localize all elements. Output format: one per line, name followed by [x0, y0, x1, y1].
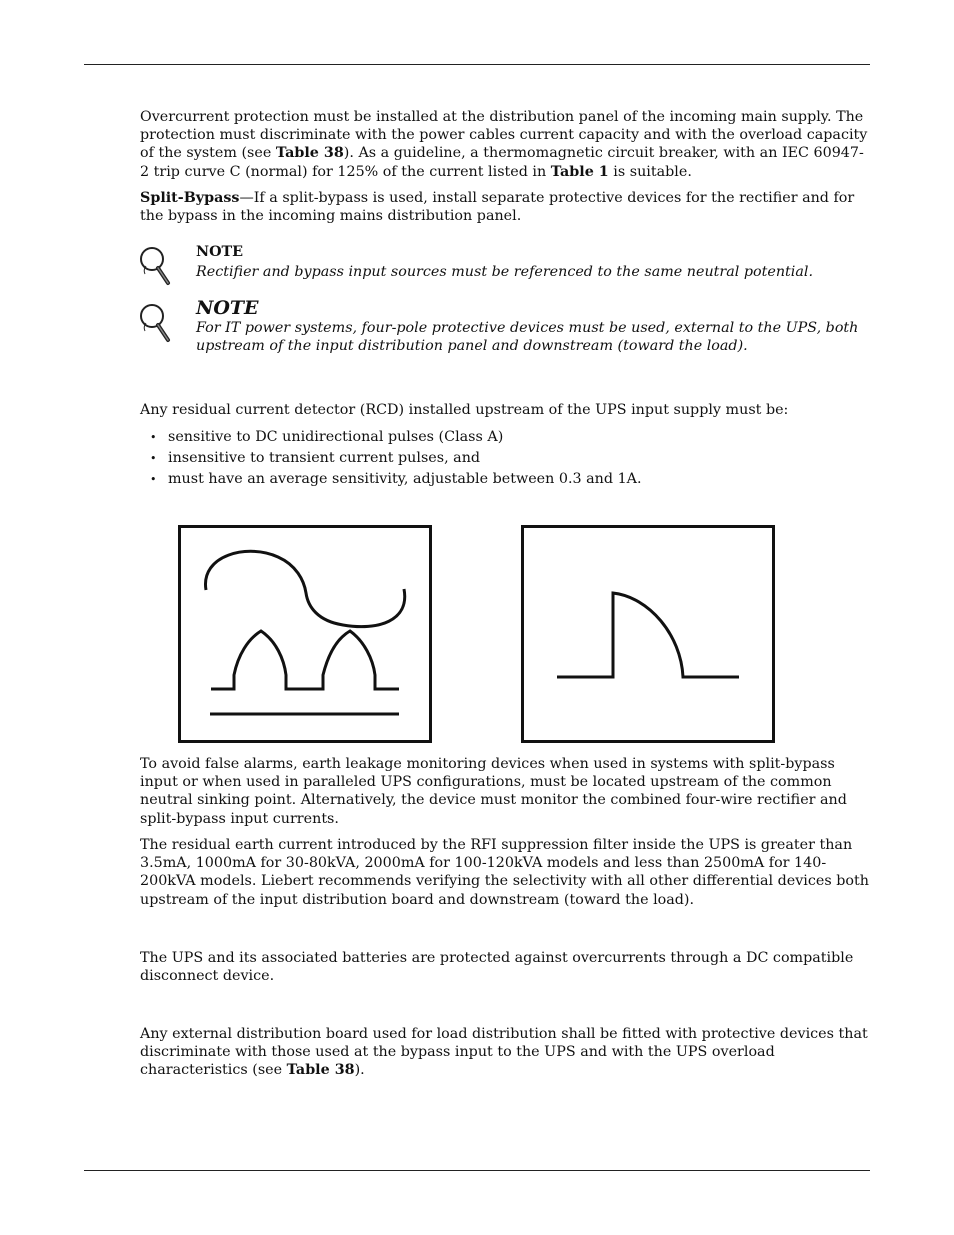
battery-paragraph: The UPS and its associated batteries are protected against overcurrents through a DC compatible disconnect device. — [140, 950, 854, 985]
leakage-paragraph-1: To avoid false alarms, earth leakage monitoring devices when used in systems with split-bypass input or when used in paralleled UPS configurations, must be located upstream of the common neutral sinking point. Alternatively, the device must monitor the combined four-wire rectifier and split-bypass input currents. — [140, 756, 847, 827]
header-rule — [84, 64, 870, 65]
note-neutral — [196, 243, 868, 281]
table-38-reference[interactable]: Table 38 — [286, 1062, 355, 1079]
note-text: Rectifier and bypass input sources must be referenced to the same neutral potential. — [196, 264, 814, 281]
magnifier-icon — [137, 244, 173, 288]
table-38-reference[interactable]: Table 38 — [275, 145, 344, 162]
output-paragraph: Any external distribution board used for load distribution shall be fitted with protective devices that discriminate with those used at the bypass input to the UPS and with the UPS overload characteristics (see Table 38). — [140, 1026, 868, 1079]
table-1-reference[interactable]: Table 1 — [550, 163, 609, 180]
list-item: • must have an average sensitivity, adjustable between 0.3 and 1A. — [150, 469, 850, 490]
sine-and-pulse-waveform-icon — [178, 525, 434, 745]
overcurrent-paragraph: Overcurrent protection must be installed at the distribution panel of the incoming main supply. The protection must discriminate with the power cables current capacity and with the overload capacity of the system (see Table 38). As a guideline, a thermomagnetic circuit breaker, with an IEC 60947-2 trip curve C (normal) for 125% of the current listed in Table 1 is suitable. — [140, 109, 868, 180]
rcd-bullet-list — [150, 427, 850, 490]
leakage-paragraph-2: The residual earth current introduced by the RFI suppression filter inside the UPS is greater than 3.5mA, 1000mA for 30-80kVA, 2000mA for 100-120kVA models and less than 2500mA for 140-200kVA models. Liebert recommends verifying the selectivity with all other differential devices both upstream of the input distribution board and downstream (toward the load). — [140, 837, 869, 908]
note-text: For IT power systems, four-pole protective devices must be used, external to the UPS, both upstream of the input distribution panel and downstream (toward the load). — [196, 320, 859, 355]
footer-rule — [84, 1170, 870, 1171]
magnifier-icon — [137, 301, 173, 345]
list-item: • insensitive to transient current pulses, and — [150, 448, 850, 469]
bullet-icon: • — [150, 452, 157, 465]
bullet-icon: • — [150, 431, 157, 444]
transient-pulse-waveform-icon — [521, 525, 777, 745]
rcd-intro: Any residual current detector (RCD) installed upstream of the UPS input supply must be: — [140, 402, 789, 418]
note-it-power — [196, 297, 868, 355]
note-heading: NOTE — [196, 297, 259, 319]
note-heading: NOTE — [196, 244, 244, 260]
split-bypass-paragraph: Split-Bypass—If a split-bypass is used, install separate protective devices for the rectifier and for the bypass in the incoming mains distribution panel. — [140, 190, 855, 225]
bullet-icon: • — [150, 473, 157, 486]
split-bypass-label: Split-Bypass — [140, 190, 240, 206]
list-item: • sensitive to DC unidirectional pulses (Class A) — [150, 427, 850, 448]
